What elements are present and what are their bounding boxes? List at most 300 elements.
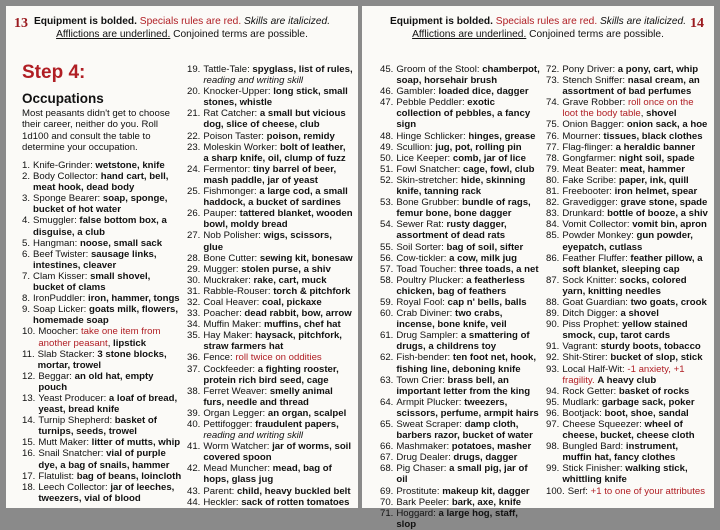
equipment-text: noose, small sack (79, 237, 163, 249)
occupation-name: Ditch Digger: (562, 308, 621, 320)
separator-text: , (107, 337, 114, 349)
equipment-text: night soil, spade (618, 152, 695, 164)
equipment-text: small shovel, bucket of clams (33, 270, 151, 294)
occupation-item (546, 441, 710, 463)
equipment-text: ten foot net, hook, fishing line, deboning knife (396, 352, 537, 375)
legend-equipment: Equipment is bolded. (33, 16, 137, 27)
occupation-name: Fence: (203, 352, 236, 364)
step-heading: Step 4: (22, 62, 86, 83)
occupation-item (22, 215, 182, 237)
occupation-item (22, 326, 182, 348)
occupation-name: Heckler: (203, 496, 242, 508)
occupation-number: 8. (22, 293, 31, 305)
occupation-item (380, 452, 540, 463)
occupation-item (380, 219, 540, 241)
equipment-text: damp cloth, barbers razor, bucket of water (396, 419, 533, 442)
occupation-number: 20. (187, 86, 201, 98)
occupation-number: 74. (546, 97, 560, 109)
equipment-text: lipstick (113, 337, 147, 349)
occupation-name: Cockfeeder: (203, 363, 258, 375)
occupation-text (562, 186, 710, 197)
occupation-name: Cheese Squeezer: (562, 419, 645, 430)
occupation-name: Serf: (567, 485, 591, 497)
occupation-item (546, 64, 710, 75)
occupation-name: Coal Heaver: (203, 296, 262, 308)
equipment-text: hinges, grease (468, 130, 536, 142)
equipment-text: cap n' bells, balls (447, 296, 527, 308)
occupation-column-4 (546, 64, 710, 497)
equipment-text: cage, fowl, club (463, 163, 535, 175)
occupation-item (380, 397, 540, 419)
occupation-item (380, 441, 540, 452)
equipment-text: coal, pickaxe (262, 296, 322, 308)
equipment-text: a small but vicious dog, slice of cheese, club (203, 108, 346, 131)
occupation-item (546, 142, 710, 153)
occupation-item (380, 242, 540, 253)
occupation-item (187, 142, 353, 164)
occupation-item (187, 297, 353, 308)
occupation-name: Town Crier: (396, 374, 448, 386)
occupation-item (22, 371, 182, 393)
equipment-text: hide, skinning knife, tanning rack (396, 174, 526, 198)
occupation-number: 38. (187, 385, 201, 397)
legend-specials: Specials rules are red. (495, 16, 598, 27)
legend-skills: Skills are italicized. (244, 16, 331, 27)
occupation-item (546, 208, 710, 219)
occupation-number: 35. (187, 330, 201, 342)
occupation-text (38, 471, 182, 482)
occupation-number: 92. (546, 352, 560, 364)
occupation-item (546, 319, 710, 341)
occupation-item (380, 419, 540, 441)
occupation-text (203, 275, 353, 286)
occupation-number: 34. (187, 319, 201, 331)
occupation-item (380, 86, 540, 97)
intro-paragraph: Most peasants didn't get to choose their career, neither do you. Roll 1d100 and consult the table to determine your occupation. (22, 108, 170, 153)
occupation-item (22, 293, 182, 304)
occupation-name: Stick Finisher: (562, 463, 626, 475)
equipment-text: tweezers, scissors, perfume, armpit hairs (396, 396, 539, 419)
occupation-name: Clam Kisser: (33, 270, 91, 282)
occupation-name: Lice Keeper: (396, 152, 453, 164)
equipment-text: bag of soil, sifter (446, 241, 524, 253)
equipment-text: onion sack, a hoe (626, 119, 708, 131)
occupation-name: Royal Fool: (396, 296, 448, 308)
equipment-text: rusty dagger, assortment of dead rats (396, 219, 507, 242)
occupation-item (546, 341, 710, 352)
occupation-number: 75. (546, 119, 560, 131)
occupation-number: 99. (546, 463, 560, 475)
equipment-text: spyglass, list of rules, (252, 64, 353, 75)
occupation-name: Knife-Grinder: (33, 160, 96, 171)
occupation-number: 54. (380, 219, 394, 231)
occupation-item (546, 308, 710, 319)
occupation-item (22, 471, 182, 482)
occupation-column-3 (380, 64, 540, 530)
occupation-name: Moocher: (38, 326, 82, 338)
occupation-name: Pig Chaser: (396, 463, 450, 475)
occupation-text (38, 393, 182, 415)
occupation-text (203, 186, 353, 208)
equipment-text: hand cart, bell, meat hook, dead body (33, 171, 169, 194)
occupation-text (203, 253, 353, 264)
occupation-item (22, 482, 182, 504)
legend-afflictions: Afflictions are underlined. (412, 28, 527, 40)
occupation-item (380, 508, 540, 530)
equipment-text: haysack, pitchfork, straw farmers hat (203, 330, 342, 353)
occupation-text (38, 437, 182, 448)
equipment-text: jar of leeches, tweezers, vial of blood (38, 481, 175, 504)
occupation-text (396, 486, 540, 497)
occupation-text (562, 341, 710, 352)
occupation-item (380, 253, 540, 264)
equipment-text: comb, jar of lice (452, 152, 526, 164)
equipment-text: child, heavy buckled belt (236, 485, 351, 497)
occupation-name: Stench Sniffer: (562, 75, 628, 87)
occupation-text (562, 308, 710, 319)
occupation-text (203, 419, 353, 441)
equipment-text: drugs, dagger (453, 452, 518, 464)
occupation-name: Mourner: (562, 130, 604, 142)
occupation-name: Crab Diviner: (396, 308, 455, 320)
occupation-item (546, 75, 710, 97)
occupation-text (562, 408, 710, 419)
occupation-item (546, 253, 710, 275)
equipment-text: makeup kit, dagger (442, 485, 530, 497)
occupation-item (546, 219, 710, 230)
occupation-name: Pettifogger: (203, 419, 256, 430)
occupation-name: Vagrant: (562, 341, 601, 353)
legend-conjoined: Conjoined terms are possible. (529, 28, 664, 40)
page-number-right: 14 (690, 16, 704, 31)
occupation-name: Piss Prophet: (562, 319, 623, 331)
occupation-item (22, 448, 182, 470)
equipment-text: fraudulent papers, (255, 419, 339, 430)
equipment-text: wheel of cheese, bucket, cheese cloth (562, 419, 695, 442)
occupation-number: 15. (22, 437, 36, 449)
occupation-number: 10. (22, 326, 36, 338)
occupation-number: 31. (187, 285, 201, 297)
occupation-number: 98. (546, 441, 560, 453)
occupation-item (380, 131, 540, 142)
occupation-name: Prostitute: (396, 485, 443, 497)
occupation-name: Scullion: (396, 141, 436, 153)
occupation-item (187, 364, 353, 386)
occupation-text (562, 175, 710, 186)
occupation-number: 2. (22, 171, 31, 183)
special-rule-text: +1 to one of your attributes (590, 485, 706, 497)
occupation-item (546, 386, 710, 397)
left-page (6, 6, 358, 508)
occupation-name: Rabble-Rouser: (203, 285, 274, 297)
occupation-number: 6. (22, 248, 31, 260)
occupation-text (562, 397, 710, 408)
occupation-text (203, 286, 353, 297)
occupation-name: Organ Legger: (203, 407, 268, 419)
occupation-number: 19. (187, 64, 201, 75)
occupation-text (33, 249, 182, 271)
occupation-text (562, 364, 710, 386)
occupation-number: 67. (380, 452, 394, 464)
occupation-item (187, 308, 353, 319)
occupation-number: 62. (380, 352, 394, 364)
occupation-text (396, 64, 540, 86)
occupation-name: Skin-stretcher: (396, 174, 461, 186)
occupation-number: 13. (22, 392, 36, 404)
equipment-text: walking stick, whittling knife (562, 463, 688, 486)
occupation-item (546, 230, 710, 252)
occupation-text (203, 208, 353, 230)
occupation-text (562, 419, 710, 441)
equipment-text: a loaf of bread, yeast, bread knife (38, 392, 178, 416)
occupation-text (562, 197, 710, 208)
occupation-text (203, 352, 353, 363)
occupation-name: Fishmonger: (203, 186, 260, 198)
occupation-text (396, 131, 540, 142)
occupation-text (562, 131, 710, 142)
occupation-text (396, 219, 540, 241)
occupation-name: Groom of the Stool: (396, 64, 483, 75)
occupation-item (380, 175, 540, 197)
occupation-item (380, 264, 540, 275)
occupation-item (546, 275, 710, 297)
occupation-item (187, 230, 353, 252)
occupation-item (22, 193, 182, 215)
occupation-number: 40. (187, 419, 201, 430)
occupation-name: Mudlark: (562, 396, 602, 408)
occupation-name: Bark Peeler: (396, 496, 452, 508)
occupation-name: Drug Dealer: (396, 452, 454, 464)
occupation-number: 25. (187, 186, 201, 198)
occupation-name: Fish-bender: (396, 352, 453, 364)
occupation-text (38, 448, 182, 470)
occupation-name: Hoggard: (396, 507, 439, 519)
occupation-text (38, 415, 182, 437)
occupation-item (22, 249, 182, 271)
occupation-text (396, 308, 540, 330)
equipment-text: chamberpot, soap, horsehair brush (396, 64, 540, 87)
occupation-number: 24. (187, 163, 201, 175)
occupation-name: Cow-tickler: (396, 252, 450, 264)
occupation-number: 33. (187, 308, 201, 320)
occupation-text (396, 275, 540, 297)
occupation-item (546, 186, 710, 197)
occupation-number: 86. (546, 252, 560, 264)
occupation-number: 49. (380, 141, 394, 153)
equipment-text: poison, remidy (266, 130, 335, 142)
occupation-item (546, 119, 710, 130)
occupation-item (22, 349, 182, 371)
occupation-name: Flatulist: (38, 470, 77, 482)
equipment-text: soap, sponge, bucket of hot water (33, 193, 168, 216)
page-number-left: 13 (14, 16, 28, 31)
occupation-item (546, 131, 710, 142)
occupation-number: 97. (546, 419, 560, 430)
occupation-number: 5. (22, 237, 31, 249)
occupation-text (396, 441, 540, 452)
occupation-text (396, 197, 540, 219)
occupation-name: Sock Knitter: (562, 274, 620, 286)
occupation-text (203, 131, 353, 142)
occupation-number: 1. (22, 160, 31, 171)
occupation-text (33, 271, 182, 293)
occupation-text (38, 326, 182, 348)
occupation-number: 44. (187, 496, 201, 508)
occupation-name: Ferret Weaver: (203, 385, 270, 397)
occupation-text (562, 208, 710, 219)
occupation-item (187, 497, 353, 508)
occupation-item (187, 64, 353, 86)
occupation-text (396, 375, 540, 397)
occupation-name: Rock Getter: (562, 385, 619, 397)
occupation-name: Pauper: (203, 208, 240, 220)
occupation-item (22, 393, 182, 415)
occupation-number: 39. (187, 407, 201, 419)
occupation-text (33, 238, 182, 249)
occupation-name: Soap Licker: (33, 304, 90, 316)
occupation-name: Toad Toucher: (396, 263, 460, 275)
occupation-item (546, 486, 710, 497)
occupation-text (203, 319, 353, 330)
occupation-text (562, 253, 710, 275)
occupation-name: Drug Sampler: (396, 330, 461, 342)
occupation-number: 84. (546, 219, 560, 231)
occupation-text (38, 349, 182, 371)
occupation-text (396, 242, 540, 253)
equipment-text: a featherless chicken, bag of feathers (396, 274, 525, 297)
occupation-text (562, 64, 710, 75)
occupation-text (33, 193, 182, 215)
occupation-name: Soil Sorter: (396, 241, 447, 253)
occupation-name: Knocker-Upper: (203, 86, 274, 98)
occupation-number: 58. (380, 274, 394, 286)
occupation-name: Tattle-Tale: (203, 64, 253, 75)
occupation-item (546, 408, 710, 419)
equipment-text: tattered blanket, wooden bowl, moldy bread (203, 208, 353, 231)
occupation-item (187, 164, 353, 186)
occupation-text (203, 386, 353, 408)
equipment-text: exotic collection of pebbles, a fancy sign (396, 97, 531, 131)
occupation-item (380, 142, 540, 153)
equipment-text: a pony, cart, whip (617, 64, 699, 75)
occupation-name: Bone Cutter: (203, 252, 260, 264)
occupation-item (380, 164, 540, 175)
equipment-text: an old hat, empty pouch (38, 370, 154, 393)
equipment-text: long stick, small stones, whistle (203, 86, 348, 109)
occupation-name: Goat Guardian: (562, 296, 631, 308)
occupation-number: 3. (22, 193, 31, 205)
equipment-text: bottle of booze, a shiv (607, 208, 708, 220)
equipment-text: instrument, muffin hat, fancy clothes (562, 441, 679, 464)
equipment-text: a large hog, staff, slop (396, 507, 518, 530)
occupation-name: Slab Stacker: (37, 348, 98, 360)
occupation-name: Bungled Bard: (562, 441, 626, 453)
legend-left (6, 16, 358, 41)
occupation-text (396, 86, 540, 97)
occupation-item (22, 238, 182, 249)
occupation-text (562, 75, 710, 97)
occupation-number: 88. (546, 296, 560, 308)
occupation-number: 17. (22, 470, 36, 482)
occupation-number: 11. (22, 348, 35, 360)
occupation-number: 28. (187, 252, 201, 264)
legend-specials: Specials rules are red. (139, 16, 242, 27)
occupation-item (187, 86, 353, 108)
occupation-name: Bootjack: (562, 407, 605, 419)
occupation-name: Fake Scribe: (562, 174, 619, 186)
legend-right (362, 16, 714, 41)
occupation-item (546, 97, 710, 119)
equipment-text: vomit bin, apron (632, 219, 707, 231)
occupation-text (562, 142, 710, 153)
legend-conjoined: Conjoined terms are possible. (173, 28, 308, 40)
equipment-text: a smattering of drugs, a childrens toy (396, 330, 530, 353)
equipment-text: basket of turnips, seeds, trowel (38, 415, 157, 438)
occupation-name: Gongfarmer: (562, 152, 619, 164)
occupation-item (380, 153, 540, 164)
occupation-item (187, 286, 353, 297)
equipment-text: a shovel (620, 308, 659, 320)
occupation-name: Mead Muncher: (203, 463, 273, 475)
equipment-text: mead, bag of hops, glass jug (203, 463, 332, 486)
occupation-text (33, 171, 182, 193)
occupation-text (396, 330, 540, 352)
occupation-text (33, 293, 182, 304)
occupation-item (380, 97, 540, 130)
occupation-number: 56. (380, 252, 394, 264)
occupation-number: 60. (380, 308, 394, 320)
occupation-name: Vomit Collector: (562, 219, 633, 231)
occupation-text (568, 486, 710, 497)
occupation-number: 30. (187, 274, 201, 286)
occupation-text (203, 297, 353, 308)
occupation-number: 51. (380, 163, 394, 175)
occupation-item (380, 463, 540, 485)
occupation-name: Rat Catcher: (203, 108, 260, 120)
occupation-text (396, 463, 540, 485)
occupation-item (187, 275, 353, 286)
occupation-number: 4. (22, 215, 31, 227)
occupation-item (187, 463, 353, 485)
equipment-text: dead rabbit, bow, arrow (244, 308, 352, 320)
occupation-text (396, 142, 540, 153)
occupation-text (562, 119, 710, 130)
occupation-number: 89. (546, 308, 560, 320)
occupation-number: 64. (380, 396, 394, 408)
occupation-text (203, 441, 353, 463)
occupation-text (562, 164, 710, 175)
occupation-name: Hay Maker: (203, 330, 256, 342)
occupation-item (187, 253, 353, 264)
occupation-number: 81. (546, 186, 560, 198)
occupation-number: 76. (546, 130, 560, 142)
occupation-name: Smuggler: (33, 215, 80, 227)
occupation-number: 48. (380, 130, 394, 142)
equipment-text: an organ, scalpel (267, 407, 347, 419)
equipment-text: tissues, black clothes (603, 130, 703, 142)
equipment-text: bag of beans, loincloth (76, 470, 182, 482)
occupation-item (546, 197, 710, 208)
occupation-name: Body Collector: (33, 171, 101, 183)
equipment-text: bucket of slop, stick (610, 352, 703, 364)
skill-text: reading and writing skill (203, 75, 304, 87)
equipment-text: socks, colored yarn, knitting needles (562, 274, 687, 297)
equipment-text: bundle of rags, femur bone, bone dagger (396, 197, 531, 220)
occupation-name: Mashmaker: (396, 441, 452, 453)
equipment-text: three toads, a net (459, 263, 539, 275)
occupation-item (380, 275, 540, 297)
occupation-text (203, 164, 353, 186)
